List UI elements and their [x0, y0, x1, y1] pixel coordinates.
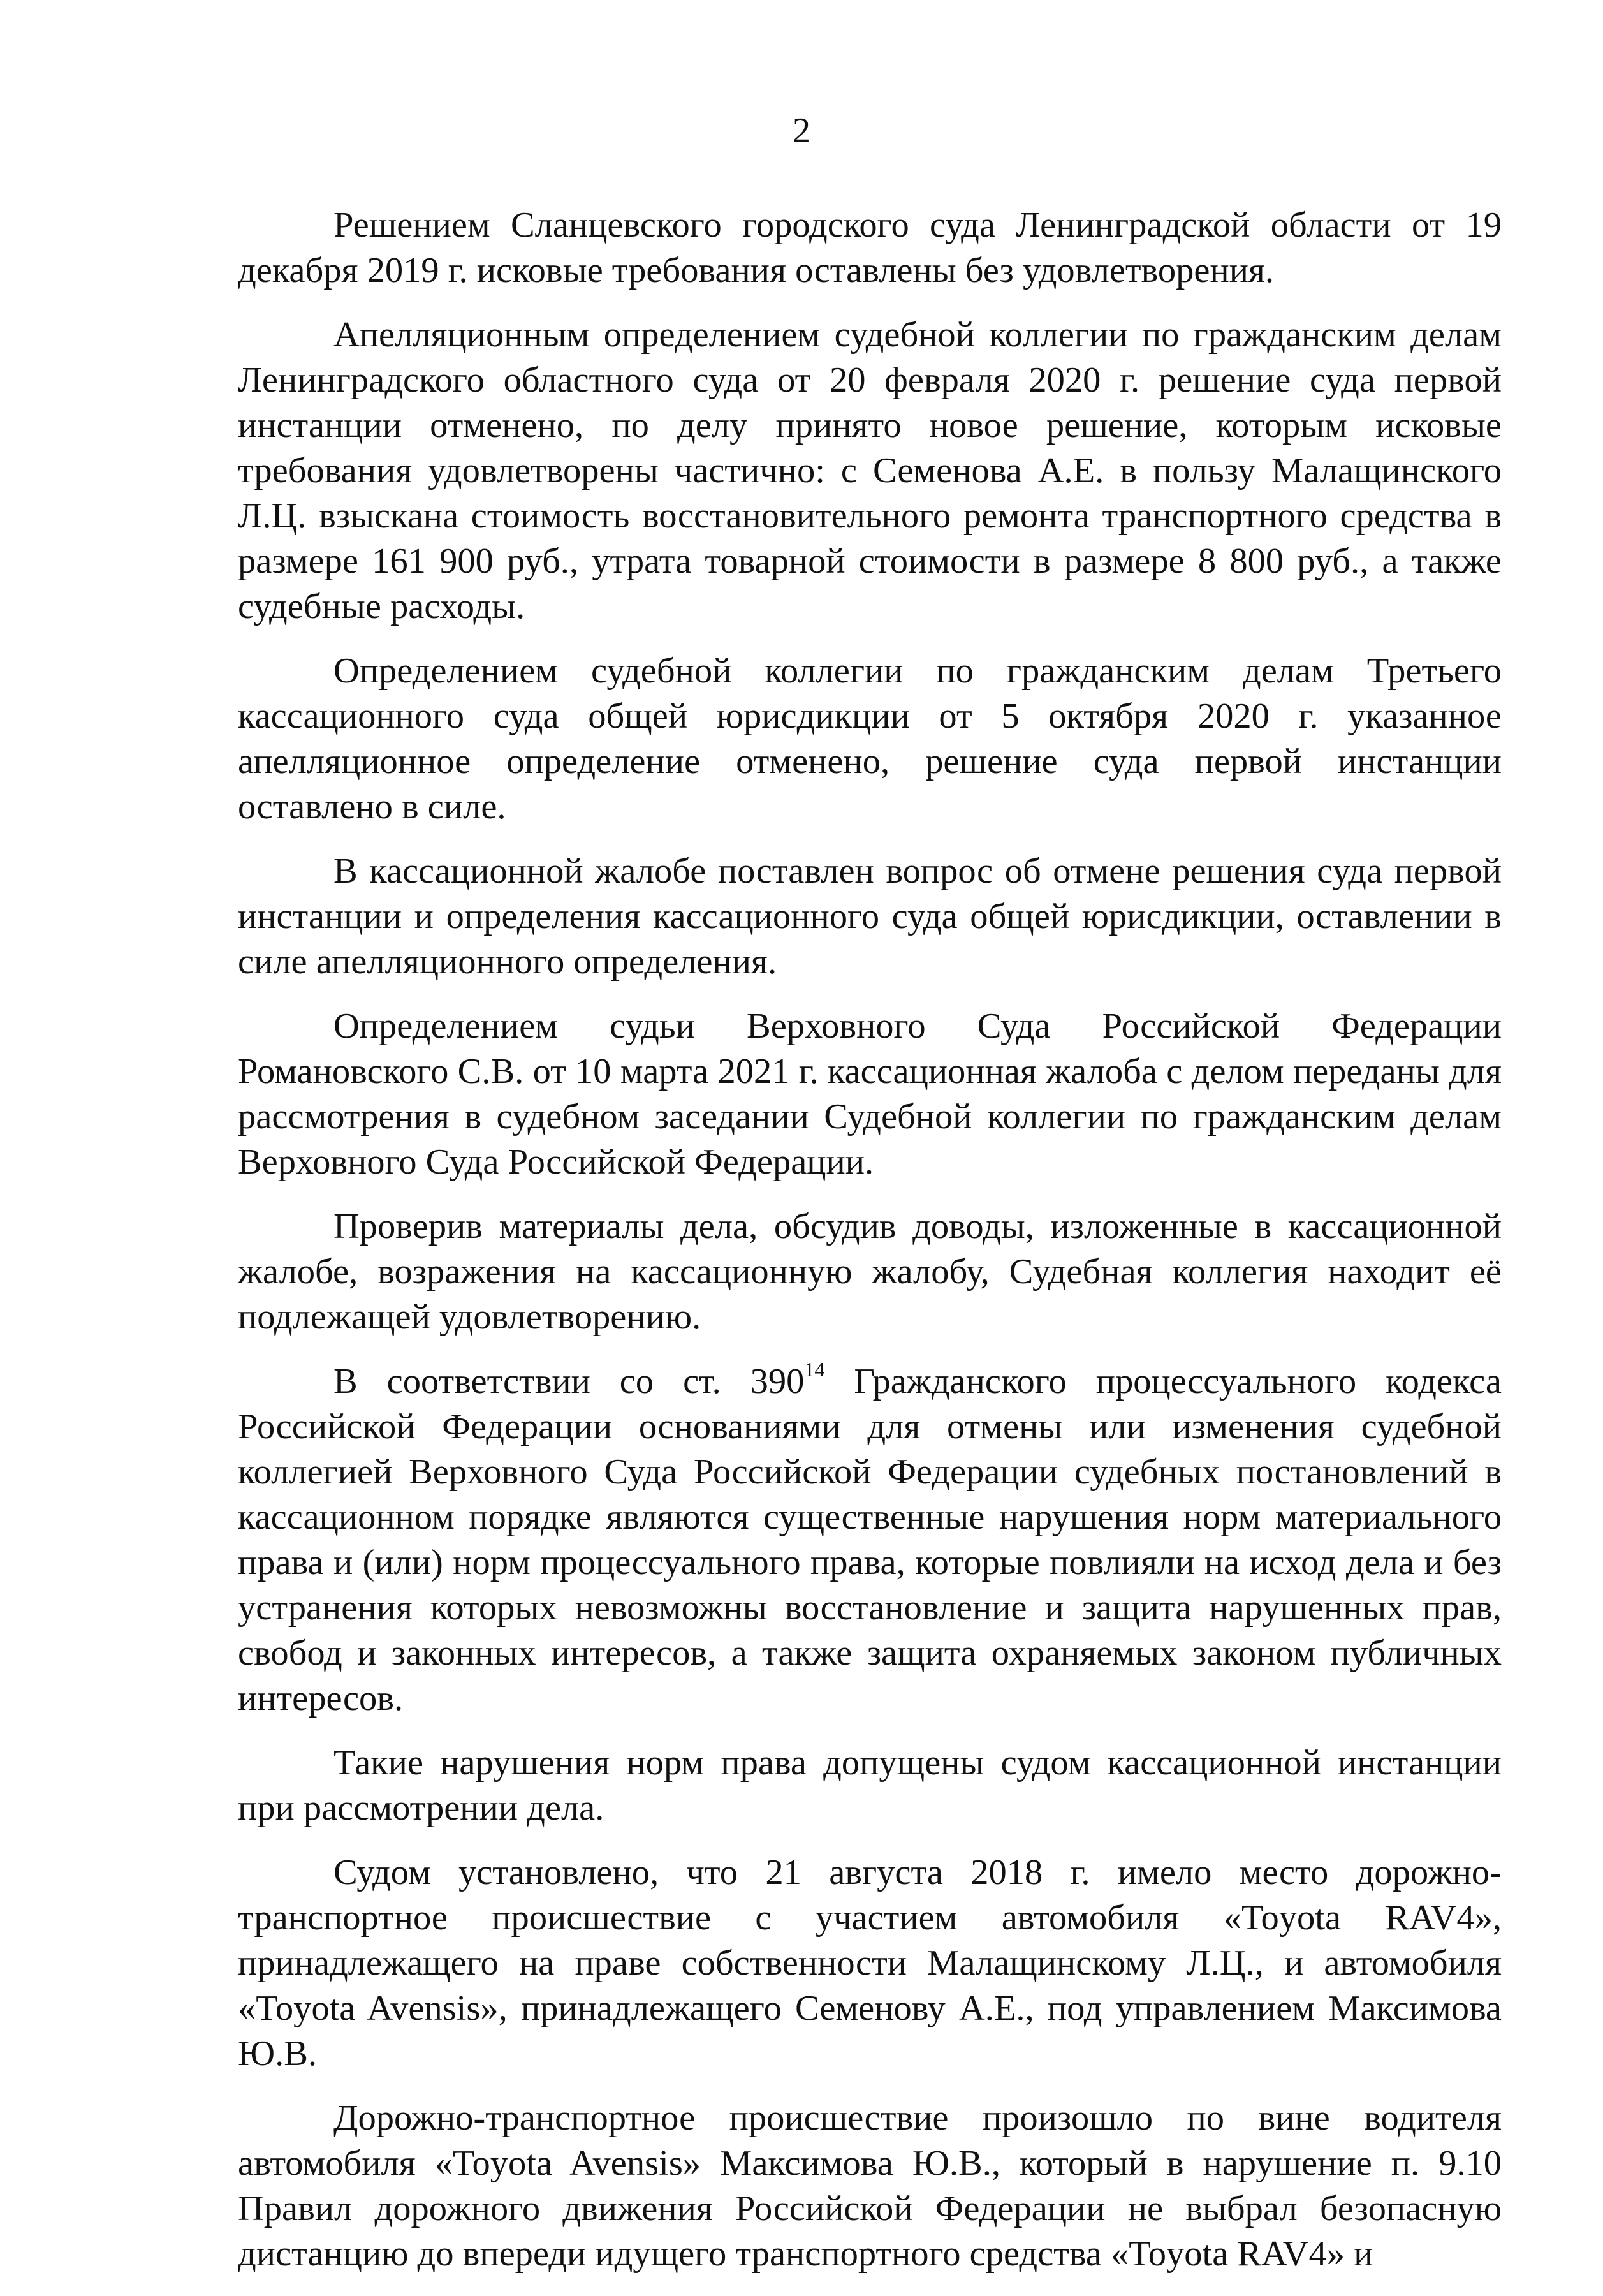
- paragraph-9: Судом установлено, что 21 августа 2018 г. имело место дорожно-транспортное происшествие с участием автомобиля «Toyota RAV4», принадлежащего на праве собственности Малащинскому Л.Ц., и автомобиля «Toyota Avensis», принадлежащего Семенову А.Е., под управлением Максимова Ю.В.: [238, 1853, 1502, 2073]
- paragraph-7-start: В соответствии со ст. 390: [333, 1362, 805, 1401]
- page-number: 2: [793, 111, 810, 151]
- paragraph-4: В кассационной жалобе поставлен вопрос об отмене решения суда первой инстанции и определения кассационного суда общей юрисдикции, оставлении в силе апелляционного определения.: [238, 851, 1502, 982]
- paragraph-10: Дорожно-транспортное происшествие произошло по вине водителя автомобиля «Toyota Avensis» Максимова Ю.В., который в нарушение п. 9.10 Правил дорожного движения Российской Федерации не выбрал безопасную дистанцию до впереди идущего транспортного средства «Toyota RAV4» и: [238, 2098, 1502, 2274]
- article-superscript: 14: [804, 1358, 825, 1381]
- document-body: [238, 203, 1502, 2296]
- paragraph-1: Решением Сланцевского городского суда Ленинградской области от 19 декабря 2019 г. исковые требования оставлены без удовлетворения.: [238, 205, 1502, 290]
- paragraph-7: [238, 1359, 1502, 1721]
- paragraph-3: Определением судебной коллегии по гражданским делам Третьего кассационного суда общей юрисдикции от 5 октября 2020 г. указанное апелляционное определение отменено, решение суда первой инстанции оставлено в силе.: [238, 651, 1502, 827]
- paragraph-6: Проверив материалы дела, обсудив доводы, изложенные в кассационной жалобе, возражения на кассационную жалобу, Судебная коллегия находит её подлежащей удовлетворению.: [238, 1207, 1502, 1337]
- paragraph-7-rest: Гражданского процессуального кодекса Российской Федерации основаниями для отмены или изменения судебной коллегией Верховного Суда Российской Федерации судебных постановлений в кассационном порядке являются существенные нарушения норм материального права и (или) норм процессуального права, которые повлияли на исход дела и без устранения которых невозможны восстановление и защита нарушенных прав, свобод и законных интересов, а также защита охраняемых законом публичных интересов.: [238, 1362, 1502, 1718]
- paragraph-5: Определением судьи Верховного Суда Российской Федерации Романовского С.В. от 10 марта 2021 г. кассационная жалоба с делом переданы для рассмотрения в судебном заседании Судебной коллегии по гражданским делам Верховного Суда Российской Федерации.: [238, 1006, 1502, 1182]
- paragraph-2: Апелляционным определением судебной коллегии по гражданским делам Ленинградского областного суда от 20 февраля 2020 г. решение суда первой инстанции отменено, по делу принято новое решение, которым исковые требования удовлетворены частично: с Семенова А.Е. в пользу Малащинского Л.Ц. взыскана стоимость восстановительного ремонта транспортного средства в размере 161 900 руб., утрата товарной стоимости в размере 8 800 руб., а также судебные расходы.: [238, 315, 1502, 626]
- paragraph-8: Такие нарушения норм права допущены судом кассационной инстанции при рассмотрении дела.: [238, 1743, 1502, 1828]
